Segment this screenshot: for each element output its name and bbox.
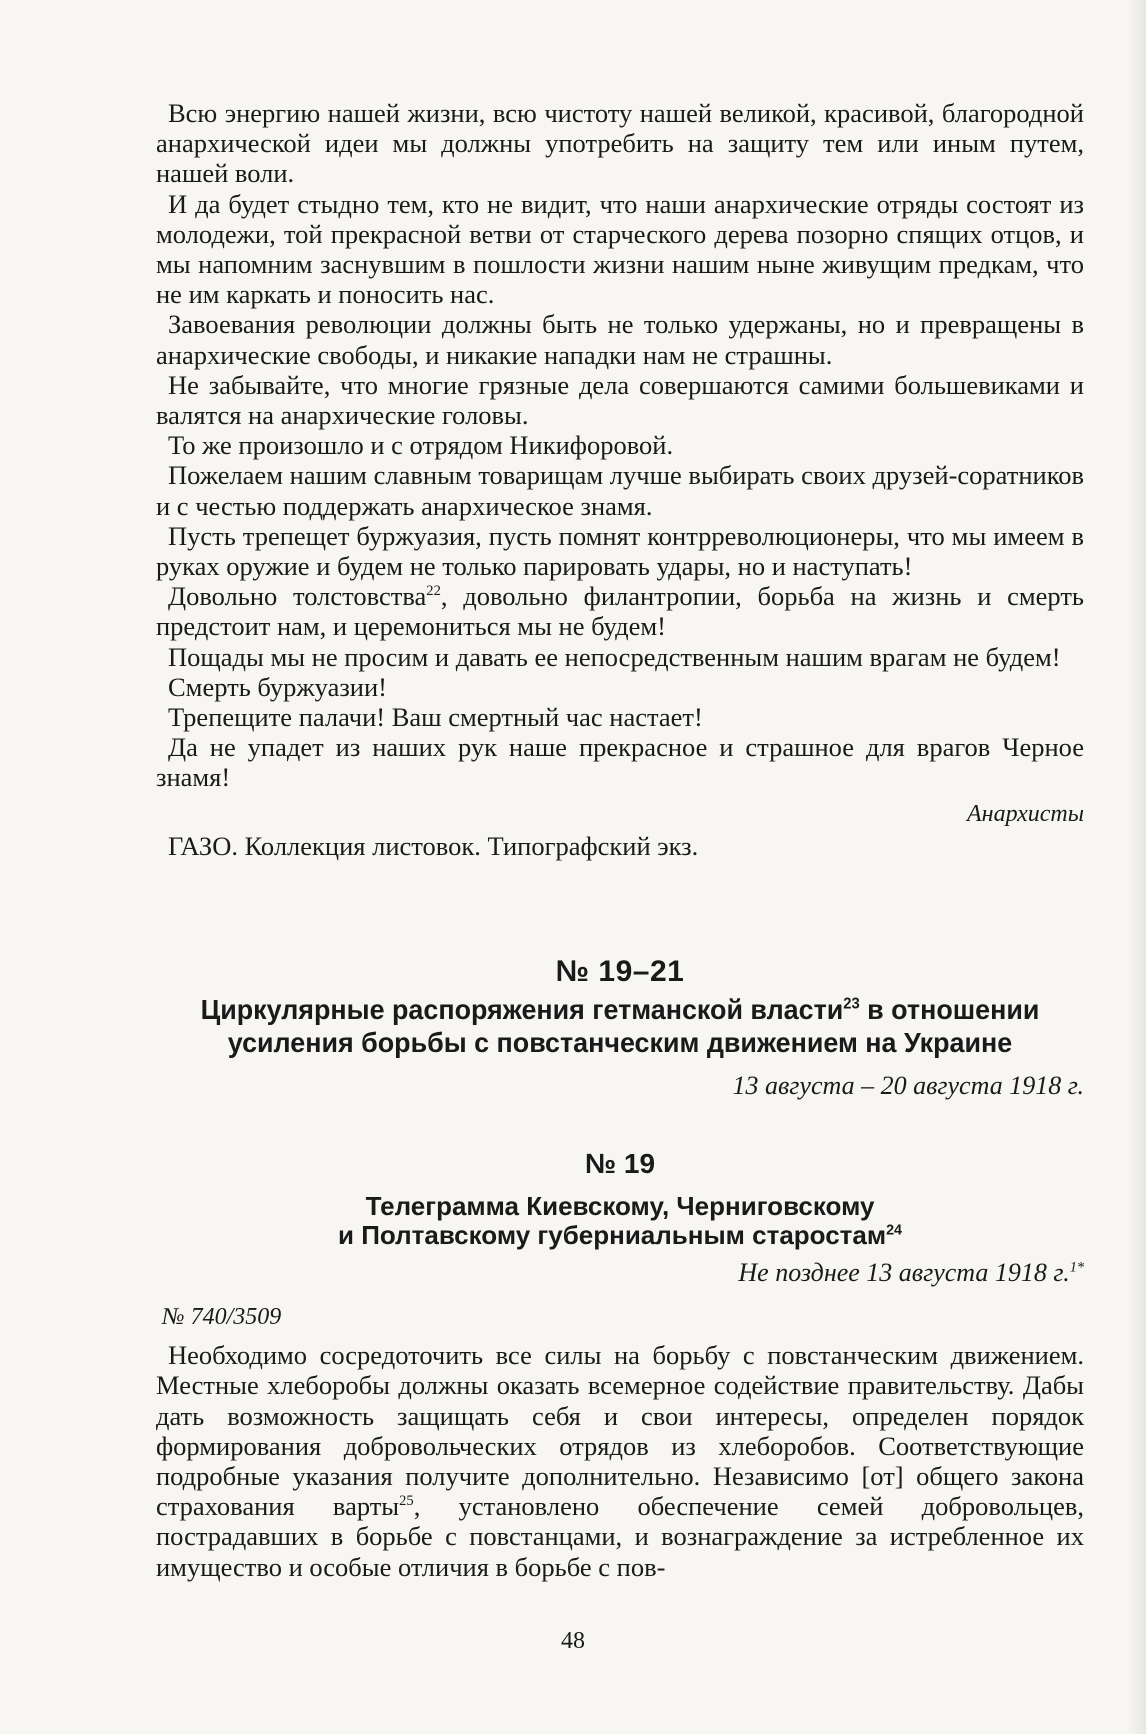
subdocument-title-line-2: и Полтавскому губерниальным старостам$^{24}$ (338, 1219, 902, 1250)
paragraph-tolstoy (156, 581, 1084, 641)
subdocument-title (156, 1192, 1084, 1250)
footnote-ref-24: 24 (886, 1222, 902, 1239)
page-edge-shadow (1126, 0, 1146, 1734)
footnote-ref-23: 23 (843, 995, 860, 1013)
document-title-line-1: Циркулярные распоряжения гетманской власти$^{23}$ в отношении (200, 994, 1040, 1026)
paragraph-death-bourgeoisie: Смерть буржуазии! (168, 671, 388, 702)
paragraph-tremble: Трепещите палачи! Ваш смертный час настает! (168, 702, 703, 733)
subdocument-date: Не позднее 13 августа 1918 г.$^{1*}$ (738, 1257, 1084, 1287)
paragraph-no-mercy: Пощады мы не просим и давать ее непосредственным нашим врагам не будем! (168, 641, 1061, 672)
subdocument-number: № 19 (584, 1148, 656, 1180)
main-text-block (156, 98, 1084, 1582)
paragraph-energy: Всю энергию нашей жизни, всю чистоту нашей великой, красивой, благородной анархической идеи мы должны употребить на защиту тем или иным путем, нашей воли. (156, 98, 1084, 189)
paragraph-telegram: Необходимо сосредоточить все силы на борьбу с повстанческим движением. Местные хлеборобы должны оказать всемерное содействие правительству. Дабы дать возможность защищать себя и свои интересы, определен порядок формирования добровольческих отрядов из хлеборобов. Соответствующие подробные указания получите дополнительно. Независимо [от] общего закона страхования варты$^{25}$, установлено обеспечение семей добровольцев, пострадавших в борьбе с повстанцами, и вознаграждение за истребленное их имущество и особые отличия в борьбе с пов- (156, 1340, 1085, 1582)
paragraph-conquests: Завоевания революции должны быть не только удержаны, но и превращены в анархические свободы, и никакие нападки нам не страшны. (156, 309, 1084, 370)
page-number: 48 (561, 1628, 585, 1654)
paragraph-bourgeoisie: Пусть трепещет буржуазия, пусть помнят контрреволюционеры, что мы имеем в руках оружие и будем не только парировать удары, но и наступать! (156, 520, 1084, 582)
paragraph-comrades: Пожелаем нашим славным товарищам лучше выбирать своих друзей-соратников и с честью поддержать анархическое знамя. (156, 460, 1084, 521)
paragraph-bolsheviks: Не забывайте, что многие грязные дела совершаются самими большевиками и валятся на анархические головы. (156, 369, 1084, 431)
footnote-ref-1-star: 1* (1069, 1259, 1084, 1276)
registration-number: № 740/3509 (162, 1303, 282, 1330)
signature: Анархисты (967, 800, 1084, 827)
document-title (175, 993, 1066, 1059)
paragraph-shame: И да будет стыдно тем, кто не видит, что наши анархические отряды состоят из молодежи, той прекрасной ветви от старческого дерева позорно спящих отцов, и мы напомним заснувшим в пошлости жизни нашим ныне живущим предкам, что не им каркать и поносить нас. (156, 188, 1084, 310)
document-date-range: 13 августа – 20 августа 1918 г. (732, 1071, 1084, 1101)
paragraph-nikiforova: То же произошло и с отрядом Никифоровой. (168, 430, 674, 461)
paragraph-black-banner: Да не упадет из наших рук наше прекрасное и страшное для врагов Черное знамя! (156, 732, 1084, 793)
footnote-ref-22: 22 (426, 583, 441, 600)
archive-source: ГАЗО. Коллекция листовок. Типографский экз. (168, 830, 699, 861)
tolstoy-text-after: , довольно филантропии, борьба на жизнь и смерть предстоит нам, и церемониться мы не будем! (156, 581, 1085, 642)
tolstoy-text-before: Довольно толстовства (168, 581, 427, 612)
document-number: № 19–21 (555, 955, 685, 989)
document-title-line-2: усиления борьбы с повстанческим движением на Украине (227, 1027, 1013, 1059)
subdocument-title-line-1: Телеграмма Киевскому, Черниговскому (365, 1190, 875, 1221)
footnote-ref-25: 25 (399, 1493, 414, 1510)
